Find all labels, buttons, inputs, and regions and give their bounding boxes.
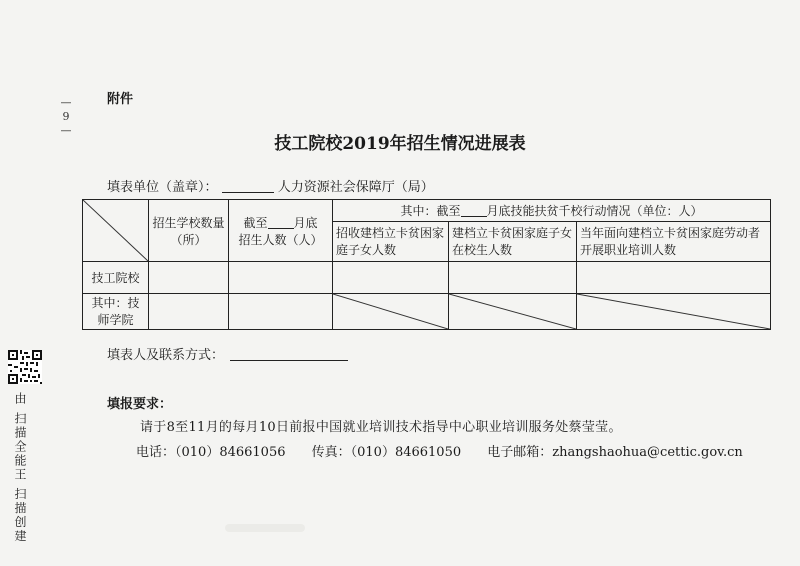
- fill-unit-value: 人力资源社会保障厅（局）: [277, 180, 434, 195]
- table-row: [83, 262, 771, 294]
- group-header-month-blank[interactable]: [461, 205, 487, 217]
- contact-email: 电子邮箱：zhangshaohua@cettic.gov.cn: [487, 445, 743, 460]
- page-number-value: 9: [62, 110, 70, 123]
- filler-blank[interactable]: [230, 348, 348, 361]
- header-diagonal-cell: [83, 200, 149, 262]
- page-number-dash-bottom: —: [60, 124, 72, 137]
- scanner-watermark: 由 扫描全能王 扫描创建: [13, 392, 27, 544]
- row-label-technician-colleges: 其中：技师学院: [83, 294, 149, 330]
- col-enrollment-month-blank[interactable]: [268, 217, 294, 229]
- group-header: [333, 200, 771, 222]
- crossed-cell: [333, 294, 449, 330]
- page-number-dash-top: —: [60, 96, 72, 109]
- scan-smudge: [225, 524, 305, 532]
- cell-input[interactable]: [577, 262, 771, 294]
- fill-unit-line: [107, 176, 434, 195]
- diagonal-line: [577, 294, 770, 329]
- table-row: [83, 294, 771, 330]
- crossed-cell: [449, 294, 577, 330]
- attachment-label: 附件: [107, 92, 134, 107]
- filler-line: [107, 344, 348, 363]
- requirements-title: 填报要求：: [107, 397, 173, 412]
- filler-label: 填表人及联系方式：: [107, 348, 225, 363]
- contact-fax: 传真：（010）84661050: [311, 445, 462, 460]
- group-header-prefix: 其中：截至: [400, 204, 461, 218]
- contact-line: [136, 441, 765, 460]
- crossed-cell: [577, 294, 771, 330]
- qr-code-icon: [8, 350, 42, 384]
- col-enrollment-prefix: 截至: [243, 215, 268, 230]
- fill-unit-label: 填表单位（盖章）：: [107, 180, 218, 195]
- diagonal-line: [83, 200, 148, 261]
- contact-phone: 电话：（010）84661056: [136, 445, 286, 460]
- cell-input[interactable]: [449, 262, 577, 294]
- col-enrollment-suffix: 招生人数（人）: [238, 232, 323, 247]
- cell-input[interactable]: [333, 262, 449, 294]
- col-school-count: 招生学校数量（所）: [149, 200, 229, 262]
- requirements-text: 请于8至11月的每月10日前报中国就业培训技术指导中心职业培训服务处蔡莹莹。: [140, 420, 622, 435]
- cell-input[interactable]: [229, 262, 333, 294]
- document-title: 技工院校2019年招生情况进展表: [274, 134, 526, 154]
- cell-input[interactable]: [149, 262, 229, 294]
- cell-input[interactable]: [229, 294, 333, 330]
- row-label-technical-schools: 技工院校: [83, 262, 149, 294]
- fill-unit-blank[interactable]: [222, 180, 274, 193]
- group-header-suffix: 月底技能扶贫千校行动情况（单位：人）: [486, 204, 703, 218]
- enrollment-table: [82, 199, 771, 330]
- sub-col-3: 当年面向建档立卡贫困家庭劳动者开展职业培训人数: [577, 222, 771, 262]
- sub-col-2: 建档立卡贫困家庭子女在校生人数: [449, 222, 577, 262]
- diagonal-line: [449, 294, 576, 329]
- col-enrollment: [229, 200, 333, 262]
- diagonal-line: [333, 294, 448, 329]
- col-enrollment-mid: 月底: [293, 215, 318, 230]
- sub-col-1: 招收建档立卡贫困家庭子女人数: [333, 222, 449, 262]
- cell-input[interactable]: [149, 294, 229, 330]
